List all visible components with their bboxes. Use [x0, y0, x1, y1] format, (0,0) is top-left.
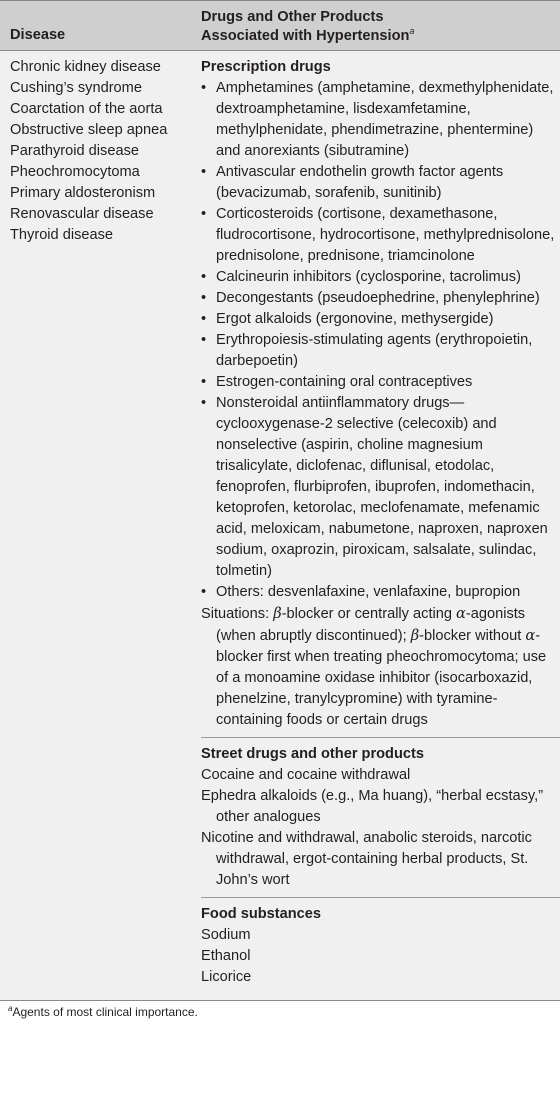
list-item: • Estrogen-containing oral contraceptives — [201, 372, 560, 393]
section-heading: Street drugs and other products — [201, 746, 424, 762]
alpha-symbol: α — [456, 605, 466, 622]
list-item: • Nonsteroidal antiinflammatory drugs—cyclooxygenase-2 selective (celecoxib) and nonselective (aspirin, choline magnesium trisalicylate, diclofenac, diflunisal, etodolac, fenoprofen, flurbiprofen, ibuprofen, indomethacin, ketoprofen, ketorolac, meclofenamate, mefenamic acid, meloxicam, nabumetone, naproxen, naproxen sodium, oxaprozin, piroxicam, salsalate, sulindac, tolmetin) — [201, 393, 560, 582]
disease-list — [0, 51, 193, 1000]
prescription-drugs-section — [201, 51, 560, 738]
list-item: • Erythropoiesis-stimulating agents (erythropoietin, darbepoetin) — [201, 330, 560, 372]
footnote-marker: a — [8, 1004, 13, 1013]
beta-symbol: β — [410, 627, 420, 644]
table-body — [0, 51, 560, 1000]
situations-paragraph: Situations: β-blocker or centrally acting α-agonists (when abruptly discontinued); β-blocker without α-blocker first when treating pheochromocytoma; use of a monoamine oxidase inhibitor (isocarboxazid, phenelzine, tranylcypromine) with tyramine-containing foods or certain drugs — [201, 605, 547, 728]
list-item: • Ergot alkaloids (ergonovine, methysergide) — [201, 309, 560, 330]
list-item: • Antivascular endothelin growth factor agents (bevacizumab, sorafenib, sunitinib) — [201, 162, 560, 204]
list-item: Licorice — [201, 969, 252, 985]
footnote-marker: a — [409, 26, 415, 37]
table-header — [0, 0, 560, 51]
list-item: Sodium — [201, 927, 251, 943]
list-item: • Amphetamines (amphetamine, dexmethylphenidate, dextroamphetamine, lisdexamfetamine, methylphenidate, phendimetrazine, phentermine) and anorexiants (sibutramine) — [201, 78, 560, 162]
disease-item: Thyroid disease — [10, 227, 114, 243]
disease-item: Chronic kidney disease — [10, 59, 161, 75]
drugs-header-line1: Drugs and Other Products — [201, 9, 384, 25]
disease-item: Coarctation of the aorta — [10, 101, 163, 117]
list-item: Ethanol — [201, 948, 251, 964]
list-item: Cocaine and cocaine withdrawal — [201, 767, 411, 783]
food-substances-section — [201, 898, 560, 1000]
beta-symbol: β — [273, 605, 282, 622]
alpha-symbol: α — [525, 627, 536, 644]
list-item: • Corticosteroids (cortisone, dexamethasone, fludrocortisone, hydrocortisone, methylprednisolone, prednisolone, prednisone, triamcinolone — [201, 204, 560, 267]
disease-item: Primary aldosteronism — [10, 185, 156, 201]
disease-item: Obstructive sleep apnea — [10, 122, 168, 138]
list-item: Ephedra alkaloids (e.g., Ma huang), “herbal ecstasy,” other analogues — [201, 788, 544, 825]
disease-item: Parathyroid disease — [10, 143, 139, 159]
prescription-drug-list — [201, 78, 560, 603]
street-drugs-section — [201, 738, 560, 898]
table-footnote: $^a$Agents of most clinical importance. — [8, 1004, 198, 1019]
disease-item: Cushing’s syndrome — [10, 80, 142, 96]
disease-item: Renovascular disease — [10, 206, 154, 222]
section-heading: Food substances — [201, 906, 322, 922]
drugs-header-line2: Associated with Hypertension$^a$ — [201, 26, 415, 44]
list-item: • Calcineurin inhibitors (cyclosporine, tacrolimus) — [201, 267, 560, 288]
list-item: • Others: desvenlafaxine, venlafaxine, bupropion — [201, 582, 560, 603]
drugs-column — [193, 51, 560, 1000]
disease-column-header: Disease — [10, 27, 66, 43]
drugs-column-header — [193, 1, 560, 50]
list-item: • Decongestants (pseudoephedrine, phenylephrine) — [201, 288, 560, 309]
disease-item: Pheochromocytoma — [10, 164, 140, 180]
list-item: Nicotine and withdrawal, anabolic steroids, narcotic withdrawal, ergot-containing herbal products, St. John’s wort — [201, 830, 532, 888]
section-heading: Prescription drugs — [201, 59, 331, 75]
